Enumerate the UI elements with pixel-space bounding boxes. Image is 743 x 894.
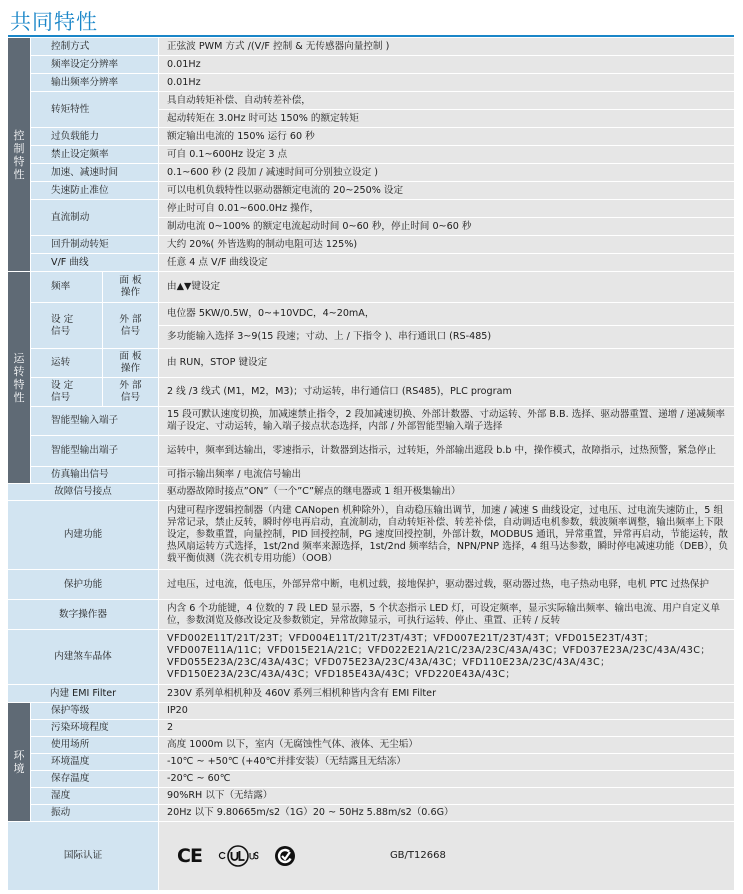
c-tick-mark-icon: [274, 845, 296, 867]
cert-logos: [159, 822, 734, 890]
group-label: 环境: [13, 749, 25, 775]
spec-value: 15 段可默认速度切换，加减速禁止指令，2 段加减速切换、外部计数器、寸动运转、外部 B.B. 选择、驱动器重置、递增 / 递减频率端子设定、寸动运转，输入端子接点状态选择，内部 / 外部智能型输入端子选择: [159, 407, 734, 435]
spec-label: 输出频率分辨率: [31, 74, 158, 91]
spec-value: 过电压，过电流，低电压，外部异常中断，电机过载，接地保护，驱动器过载，驱动器过热，电子热动电驿，电机 PTC 过热保护: [159, 570, 734, 599]
spec-value: 大约 20%( 外皆选购的制动电阻可达 125%): [159, 236, 734, 253]
spec-value: 具自动转矩补偿、自动转差补偿，: [159, 92, 734, 109]
spec-label: 内建 EMI Filter: [8, 685, 158, 702]
ext-sig-label: 外 部 信号: [103, 378, 158, 406]
panel-op-label: 面 板 操作: [103, 272, 158, 302]
spec-label: 振动: [31, 805, 158, 821]
spec-value: 0.1~600 秒 (2 段加 / 减速时间可分别独立设定 ): [159, 164, 734, 181]
run-panel-value: 由 RUN，STOP 键设定: [159, 349, 734, 377]
ext-sig-label: 外 部 信号: [103, 303, 158, 348]
group-label: 控制特性: [13, 128, 25, 181]
spec-value: 内建可程序逻辑控制器（内建 CANopen 机种除外），自动稳压输出调节，加速 / 减速 S 曲线设定，过电压、过电流失速防止，5 组异常记录，禁止反转，瞬时停电再启动，直流制动，自动转矩补偿、转差补偿，自动调适电机参数，载波频率调整，输出频率上下限设定，参数重置，向量控制，PID 回授控制，PG 速度回授控制，外部计数，MODBUS 通讯，异常重置，异常再启动，节能运转，散热风扇运转方式选择，1st/2nd 频率来源选择，1st/2nd 频率结合，NPN/PNP 选择，4 组马达参数，瞬时停电减速功能（DEB），负载平衡侦测（洗衣机专用功能）（OOB）: [159, 501, 734, 569]
run-ext-value: 2 线 /3 线式 (M1，M2，M3)；寸动运转，串行通信口 (RS485)，PLC program: [159, 378, 734, 406]
group-operation: [8, 272, 30, 483]
spec-value: 90%RH 以下（无结露）: [159, 788, 734, 804]
spec-label: 污染环境程度: [31, 720, 158, 736]
group-control: [8, 38, 30, 271]
spec-label: 直流制动: [31, 200, 158, 235]
spec-label: 使用场所: [31, 737, 158, 753]
spec-label: 失速防止准位: [31, 182, 158, 199]
spec-value: VFD002E11T/21T/23T；VFD004E11T/21T/23T/43T；VFD007E21T/23T/43T；VFD015E23T/43T； VFD007E11A/11C；VFD015E21A/21C；VFD022E21A/21C/23A/23C/43A/43C；VFD037E23A/23C/43A/43C； VFD055E23A/23C/43A/43C；VFD075E23A/23C/43A/43C；VFD110E23A/23C/43A/43C； VFD150E23A/23C/43A/43C；VFD185E43A/43C；VFD220E43A/43C；: [159, 630, 734, 684]
panel-op-label: 面 板 操作: [103, 349, 158, 377]
spec-label: V/F 曲线: [31, 254, 158, 271]
spec-value: 制动电流 0~100% 的额定电流起动时间 0~60 秒，停止时间 0~60 秒: [159, 218, 734, 235]
spec-value: 停止时可自 0.01~600.0Hz 操作，: [159, 200, 734, 217]
spec-label: 禁止设定频率: [31, 146, 158, 163]
spec-value: 起动转矩在 3.0Hz 时可达 150% 的额定转矩: [159, 110, 734, 127]
spec-label: 智能型输出端子: [31, 436, 158, 466]
group-label: 运转特性: [13, 351, 25, 404]
freq-ext-value-2: 多功能输入选择 3~9(15 段速；寸动、上 / 下指令 )、串行通讯口 (RS-485): [159, 326, 734, 348]
spec-label: 加速、减速时间: [31, 164, 158, 181]
spec-value: 内含 6 个功能键，4 位数的 7 段 LED 显示器，5 个状态指示 LED 灯，可设定频率，显示实际输出频率、输出电流、用户自定义单位，参数浏览及修改设定及参数锁定，异常故障显示，可执行运转、停止、重置、正转 / 反转: [159, 600, 734, 629]
spec-label: 保护等级: [31, 703, 158, 719]
spec-value: 任意 4 点 V/F 曲线设定: [159, 254, 734, 271]
spec-value: IP20: [159, 703, 734, 719]
spec-label: 故障信号接点: [8, 484, 158, 500]
spec-value: 可以电机负载特性以驱动器额定电流的 20~250% 设定: [159, 182, 734, 199]
ce-mark-icon: CE: [177, 845, 202, 867]
spec-label: 仿真输出信号: [31, 467, 158, 483]
group-environment: [8, 703, 30, 821]
freq-ext-value-1: 电位器 5KW/0.5W，0~+10VDC，4~20mA，: [159, 303, 734, 325]
spec-label: 保护功能: [8, 570, 158, 599]
gb-standard-text: GB/T12668: [389, 850, 446, 861]
spec-label: 转矩特性: [31, 92, 158, 127]
spec-value: 运转中，频率到达输出，零速指示，计数器到达指示，过转矩，外部输出遮段 b.b 中，操作模式，故障指示，过热预警，紧急停止: [159, 436, 734, 466]
spec-value: 230V 系列单相机种及 460V 系列三相机种皆内含有 EMI Filter: [159, 685, 734, 702]
spec-label: 环境温度: [31, 754, 158, 770]
spec-label: 控制方式: [31, 38, 158, 55]
spec-value: -10℃ ~ +50℃ (+40℃并排安装）（无结露且无结冻）: [159, 754, 734, 770]
spec-value: 驱动器故障时接点”ON”（一个”C”解点的继电器或 1 组开极集输出）: [159, 484, 734, 500]
spec-value: 2: [159, 720, 734, 736]
freq-panel-value: 由▲▼键设定: [159, 272, 734, 302]
cul-us-mark-icon: [216, 843, 260, 869]
spec-label: 频率设定分辨率: [31, 56, 158, 73]
title-underline: [8, 35, 734, 37]
freq-label: 频率: [31, 272, 102, 302]
cert-label: 国际认证: [8, 822, 158, 890]
spec-label: 湿度: [31, 788, 158, 804]
spec-label: 保存温度: [31, 771, 158, 787]
spec-label: 数字操作器: [8, 600, 158, 629]
spec-label: 回升制动转矩: [31, 236, 158, 253]
spec-value: 可指示输出频率 / 电流信号输出: [159, 467, 734, 483]
page-title: 共同特性: [10, 10, 98, 34]
run-setsig-label: 设 定 信号: [31, 378, 102, 406]
spec-value: 0.01Hz: [159, 56, 734, 73]
spec-value: 高度 1000m 以下，室内（无腐蚀性气体、液体、无尘垢）: [159, 737, 734, 753]
run-label: 运转: [31, 349, 102, 377]
spec-value: 可自 0.1~600Hz 设定 3 点: [159, 146, 734, 163]
spec-value: 正弦波 PWM 方式 /(V/F 控制 & 无传感器向量控制 ): [159, 38, 734, 55]
spec-label: 智能型输入端子: [31, 407, 158, 435]
spec-value: 0.01Hz: [159, 74, 734, 91]
spec-value: 20Hz 以下 9.80665m/s2（1G）20 ~ 50Hz 5.88m/s2（0.6G）: [159, 805, 734, 821]
spec-value: 额定输出电流的 150% 运行 60 秒: [159, 128, 734, 145]
spec-label: 过负载能力: [31, 128, 158, 145]
setsig-label: 设 定 信号: [31, 303, 102, 348]
spec-label: 内建煞车晶体: [8, 630, 158, 684]
spec-label: 内建功能: [8, 501, 158, 569]
spec-value: -20℃ ~ 60℃: [159, 771, 734, 787]
